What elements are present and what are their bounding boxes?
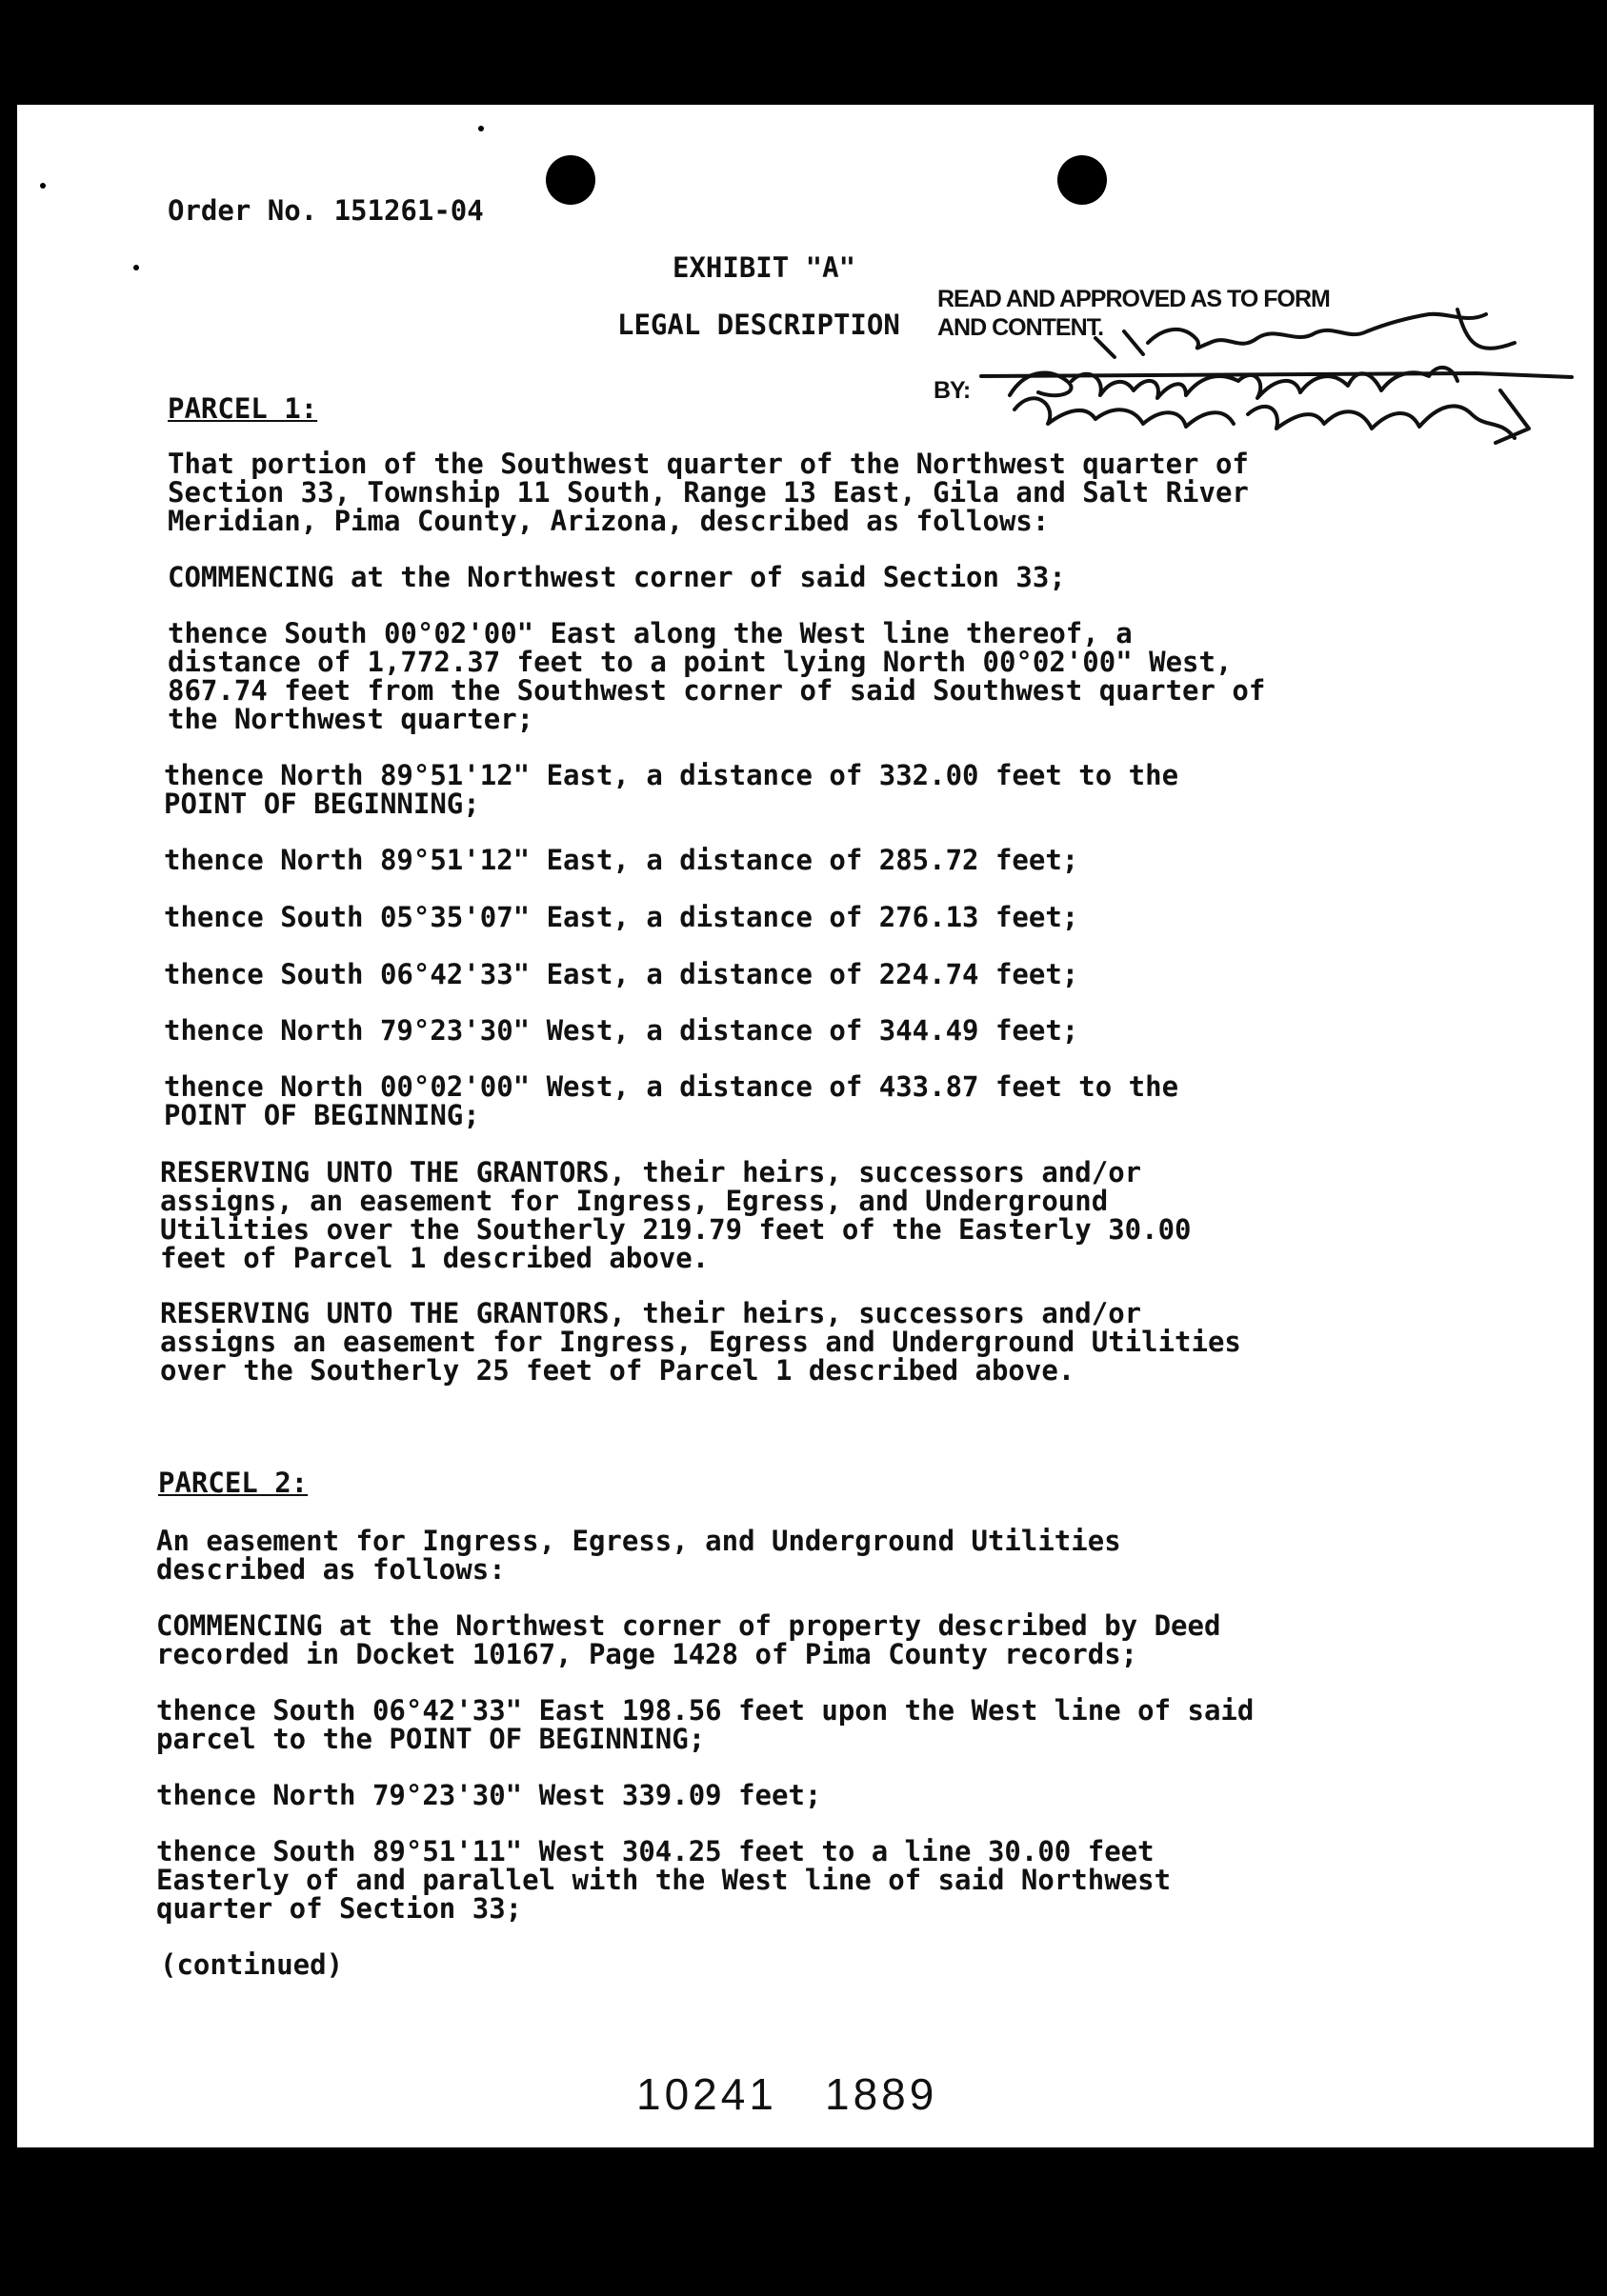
continued-note: (continued) <box>160 1948 344 1981</box>
parcel-1-course: thence North 79°23'30" West, a distance of 344.49 feet; <box>164 1014 1079 1047</box>
legal-description-title: LEGAL DESCRIPTION <box>617 309 900 341</box>
punch-hole-left <box>546 155 595 205</box>
parcel-1-course: thence South 06°42'33" East, a distance of 224.74 feet; <box>164 958 1079 990</box>
parcel-2-commencing: COMMENCING at the Northwest corner of property described by Deed recorded in Docket 10167, Page 1428 of Pima County records; <box>156 1609 1221 1670</box>
parcel-1-course: thence South 00°02'00" East along the West line thereof, a distance of 1,772.37 feet to a point lying North 00°02'00" West, 867.74 feet from the Southwest corner of said Southwest quarter of the Northwest quarter; <box>168 617 1266 735</box>
recording-docket-number: 10241 <box>636 2069 777 2119</box>
exhibit-title: EXHIBIT "A" <box>673 251 856 284</box>
parcel-2-course: thence South 06°42'33" East 198.56 feet upon the West line of said parcel to the POINT OF BEGINNING; <box>156 1694 1255 1755</box>
parcel-1-course: thence South 05°35'07" East, a distance of 276.13 feet; <box>164 901 1079 933</box>
parcel-2-course: thence North 79°23'30" West 339.09 feet; <box>156 1779 822 1811</box>
parcel-1-reservation: RESERVING UNTO THE GRANTORS, their heirs, successors and/or assigns an easement for Ingress, Egress and Underground Utilities over the Southerly 25 feet of Parcel 1 described above. <box>160 1297 1241 1387</box>
recording-page-number: 1889 <box>825 2069 938 2119</box>
scan-speck <box>40 183 46 189</box>
scan-speck <box>478 126 484 131</box>
parcel-1-heading: PARCEL 1: <box>168 392 318 425</box>
approval-stamp-by-label: BY: <box>934 377 971 404</box>
parcel-2-course: thence South 89°51'11" West 304.25 feet to a line 30.00 feet Easterly of and parallel with the West line of said Northwest quarter of Section 33; <box>156 1835 1172 1925</box>
approval-stamp-line2: AND CONTENT. <box>937 314 1104 341</box>
order-number: Order No. 151261-04 <box>168 194 484 227</box>
parcel-1-course: thence North 00°02'00" West, a distance of 433.87 feet to the POINT OF BEGINNING; <box>164 1070 1179 1131</box>
parcel-1-course: thence North 89°51'12" East, a distance of 285.72 feet; <box>164 844 1079 876</box>
parcel-2-intro: An easement for Ingress, Egress, and Underground Utilities described as follows: <box>156 1525 1121 1586</box>
parcel-1-reservation: RESERVING UNTO THE GRANTORS, their heirs, successors and/or assigns, an easement for Ingress, Egress, and Underground Utilities over the Southerly 219.79 feet of the Easterly 30.00 feet of Parcel 1 described above. <box>160 1156 1192 1274</box>
parcel-1-course: thence North 89°51'12" East, a distance of 332.00 feet to the POINT OF BEGINNING; <box>164 759 1179 820</box>
parcel-2-heading: PARCEL 2: <box>158 1467 309 1499</box>
scan-speck <box>133 265 139 270</box>
parcel-1-intro: That portion of the Southwest quarter of the Northwest quarter of Section 33, Township 11 South, Range 13 East, Gila and Salt River Meridian, Pima County, Arizona, described as follows: <box>168 448 1249 537</box>
punch-hole-right <box>1057 155 1107 205</box>
approval-stamp-line1: READ AND APPROVED AS TO FORM <box>937 286 1330 312</box>
parcel-1-commencing: COMMENCING at the Northwest corner of said Section 33; <box>168 561 1066 593</box>
